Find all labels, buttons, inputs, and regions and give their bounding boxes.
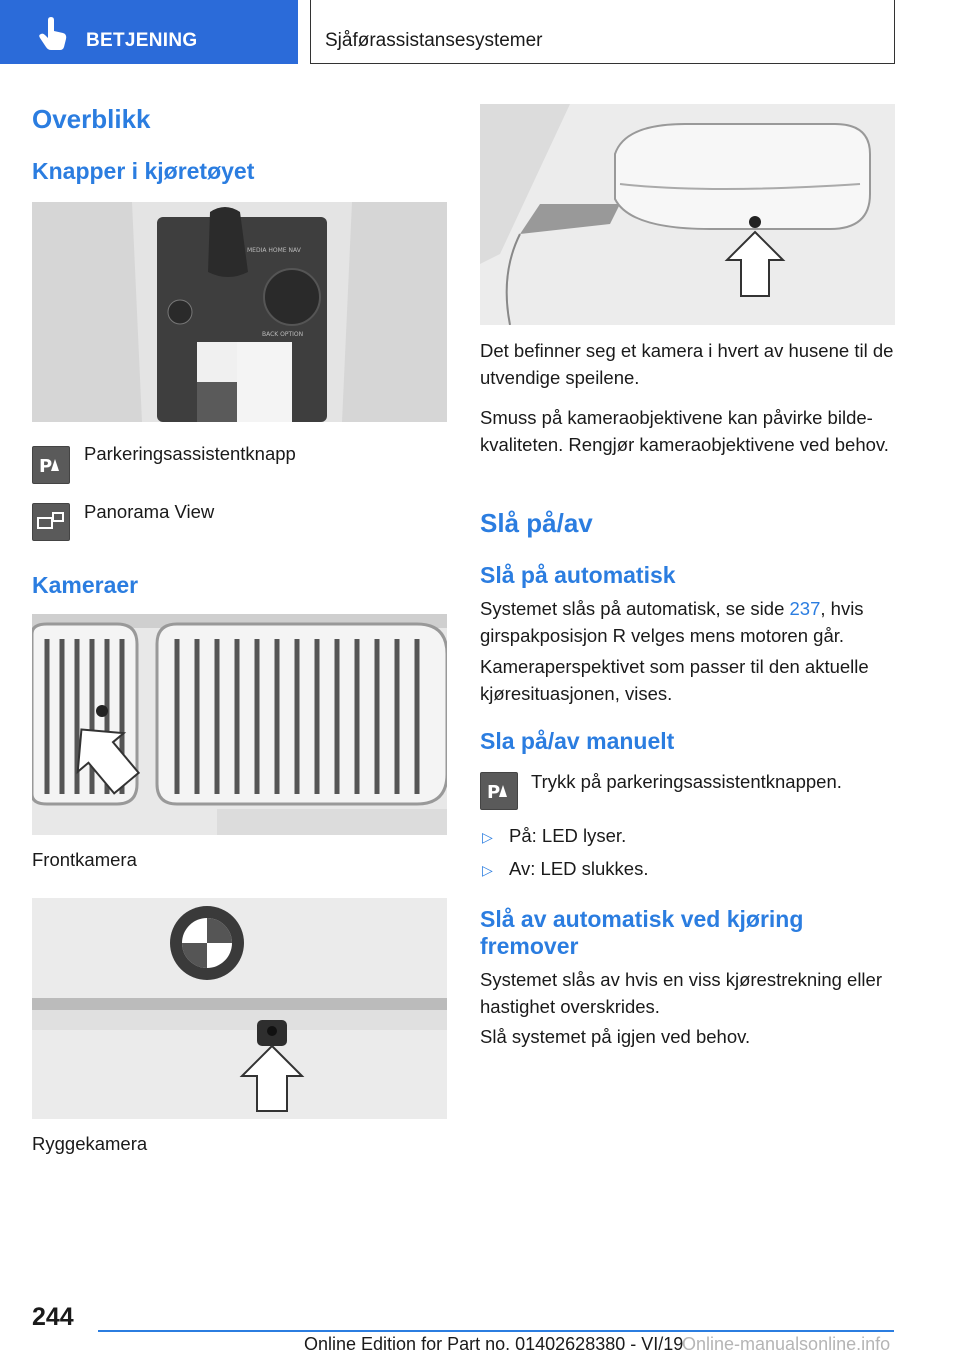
rear-camera-caption: Ryggekamera	[32, 1133, 148, 1154]
page-link-237[interactable]: 237	[789, 598, 821, 619]
footer-divider	[98, 1330, 894, 1332]
front-camera-photo	[32, 614, 447, 835]
auto-off-text: Systemet slås av hvis en viss kjørestrekning eller hastighet overskrides.	[480, 969, 882, 1017]
auto-on-text	[480, 595, 895, 649]
svg-text:P: P	[487, 782, 501, 803]
page-number: 244	[32, 1303, 74, 1331]
header-tab	[0, 0, 298, 64]
watermark: Online-manualsonline.info	[682, 1334, 891, 1354]
bullet-item-on: På: LED lyser.	[509, 825, 627, 846]
hand-pointer-icon	[36, 16, 70, 50]
mirror-camera-photo	[480, 104, 895, 325]
on-off-heading: Slå på/av	[480, 508, 593, 538]
header-tab-label: BETJENING	[86, 30, 198, 51]
buttons-heading: Knapper i kjøretøyet	[32, 158, 255, 184]
camera-perspective-text: Kameraperspektivet som passer til den aktuelle kjøresituasjonen, vises.	[480, 656, 869, 704]
page-title: Overblikk	[32, 104, 151, 134]
manual-heading: Sla på/av manuelt	[480, 728, 675, 754]
mirror-camera-text: Det befinner seg et kamera i hvert av husene til de utvendige speilene.	[480, 340, 894, 388]
svg-text:P: P	[39, 456, 53, 477]
console-buttons-photo	[32, 202, 447, 422]
panorama-view-icon	[32, 503, 70, 541]
bullet-item-off: Av: LED slukkes.	[509, 858, 649, 879]
bullet-triangle-icon: ▷	[482, 829, 493, 845]
manual-instruction: Trykk på parkeringsassistentknappen.	[531, 771, 842, 792]
parking-assist-icon	[480, 772, 518, 810]
lens-cleaning-text: Smuss på kameraobjektivene kan påvirke bildekvaliteten. Rengjør kameraobjektivene ved behov.	[480, 407, 889, 455]
button-label-parking-assist: Parkeringsassistentknapp	[84, 443, 296, 464]
button-label-panorama-view: Panorama View	[84, 501, 215, 522]
cameras-heading: Kameraer	[32, 572, 139, 598]
auto-on-text-part: Systemet slås på automatisk, se side	[480, 598, 790, 619]
svg-text:BACK OPTION: BACK OPTION	[262, 331, 304, 338]
parking-assist-icon	[32, 446, 70, 484]
svg-text:MEDIA HOME NAV: MEDIA HOME NAV	[247, 247, 301, 254]
header-section-title: Sjåførassistansesystemer	[325, 30, 543, 51]
header-section-bar	[310, 0, 895, 64]
auto-on-heading: Slå på automatisk	[480, 562, 676, 588]
front-camera-caption: Frontkamera	[32, 849, 137, 870]
turn-on-again-text: Slå systemet på igjen ved behov.	[480, 1026, 751, 1047]
auto-off-forward-heading: Slå av automatisk ved kjøring fremover	[480, 906, 804, 959]
rear-camera-photo	[32, 898, 447, 1119]
footer-edition-text: Online Edition for Part no. 01402628380 - VI/19	[304, 1334, 684, 1354]
auto-on-text-part: , hvis girspakposisjon R velges mens motoren går.	[480, 598, 864, 646]
bullet-triangle-icon: ▷	[482, 862, 493, 878]
